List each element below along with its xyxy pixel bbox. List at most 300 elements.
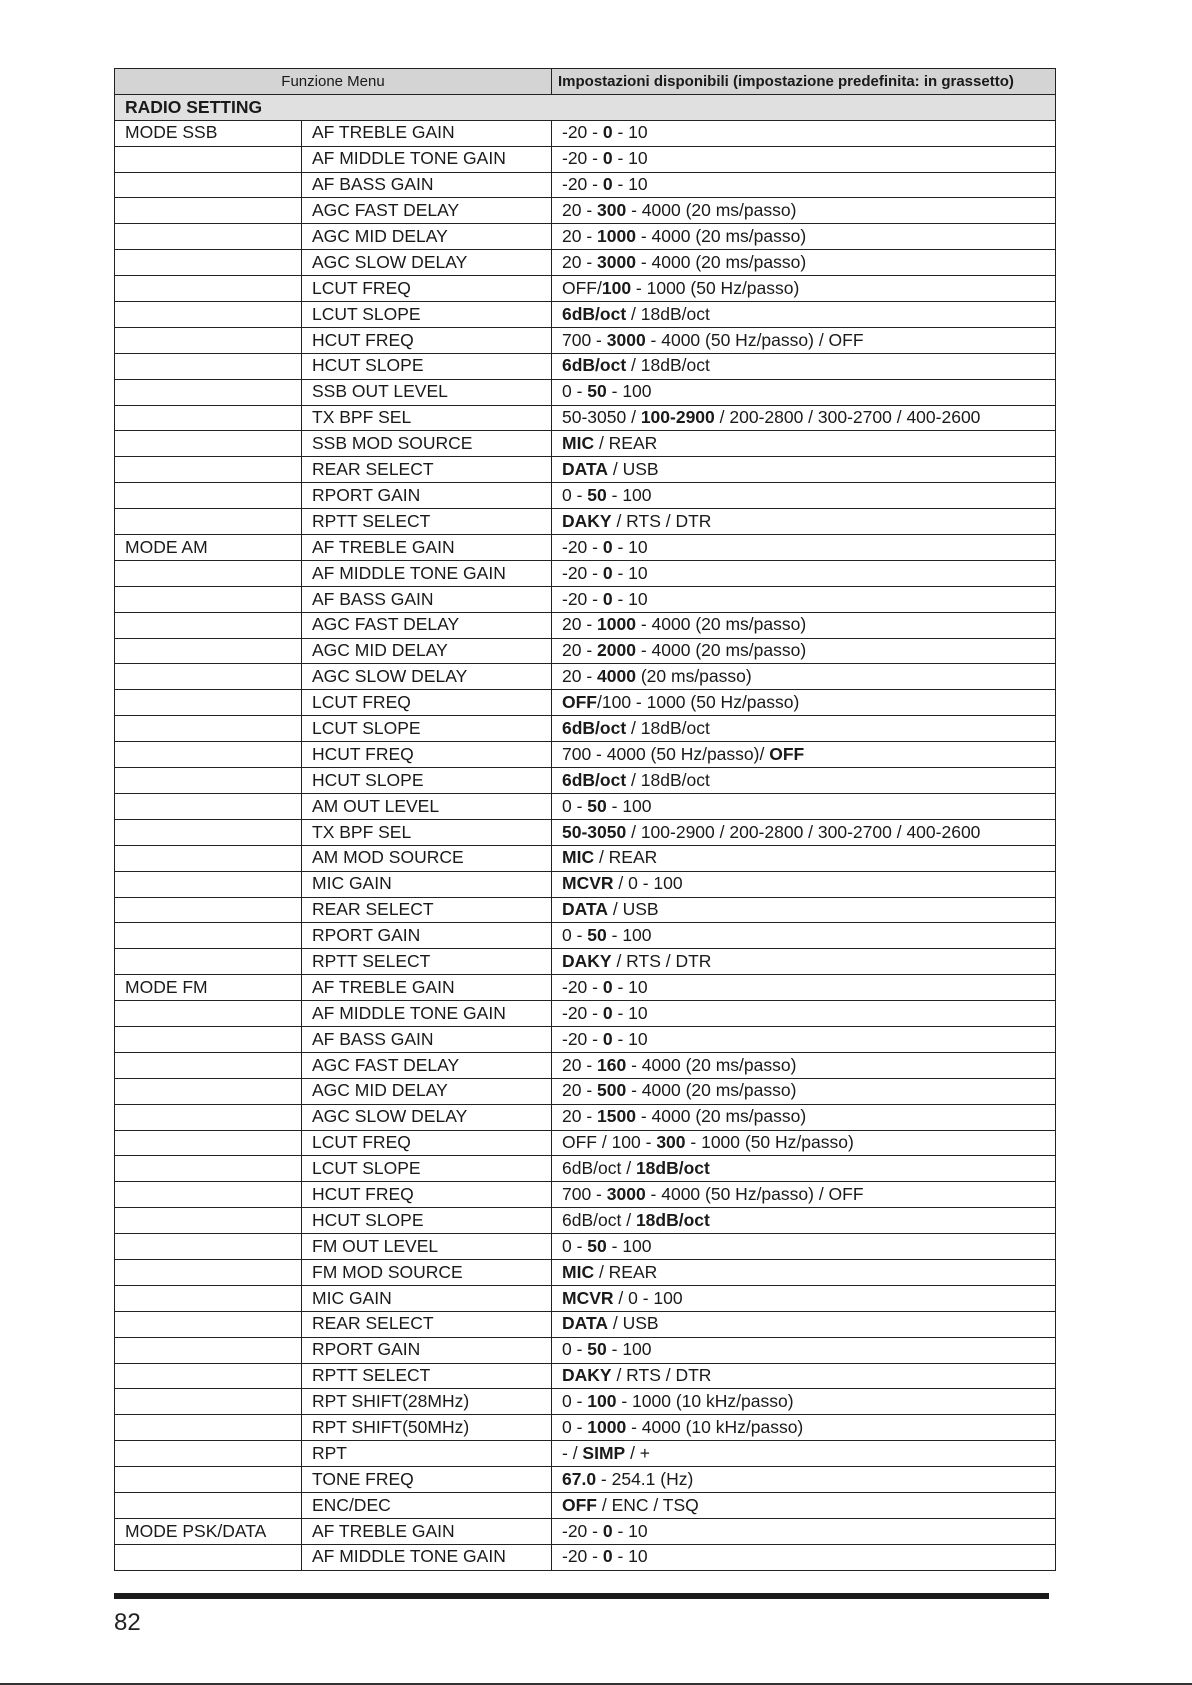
table-row	[115, 1285, 1056, 1311]
mode-cell	[115, 509, 302, 535]
table-row	[115, 1026, 1056, 1052]
default-value: 50	[587, 1235, 607, 1256]
table-row	[115, 1441, 1056, 1467]
mode-cell	[115, 1182, 302, 1208]
option-text: - 100	[606, 1339, 652, 1360]
table-row	[115, 664, 1056, 690]
default-value: 4000	[597, 666, 636, 687]
option-text: / RTS / DTR	[611, 1365, 712, 1386]
settings-cell	[552, 198, 1056, 224]
default-value: OFF	[562, 1494, 597, 1515]
mode-cell	[115, 638, 302, 664]
default-value: 50	[587, 381, 607, 402]
default-value: 160	[597, 1054, 627, 1075]
function-cell: TX BPF SEL	[302, 819, 552, 845]
table-row	[115, 690, 1056, 716]
mode-cell	[115, 1156, 302, 1182]
option-text: -20 -	[562, 1520, 603, 1541]
option-text: OFF/	[562, 277, 602, 298]
function-cell: RPTT SELECT	[302, 949, 552, 975]
option-text: /100 - 1000 (50 Hz/passo)	[597, 692, 800, 713]
settings-cell	[552, 1104, 1056, 1130]
mode-cell	[115, 198, 302, 224]
function-cell: AF BASS GAIN	[302, 586, 552, 612]
settings-cell	[552, 1467, 1056, 1493]
default-value: DAKY	[562, 1365, 612, 1386]
mode-cell	[115, 172, 302, 198]
default-value: 100-2900	[640, 407, 715, 428]
table-row	[115, 1337, 1056, 1363]
header-menu-function: Funzione Menu	[115, 69, 552, 95]
option-text: 20 -	[562, 200, 598, 221]
option-text: / REAR	[594, 433, 658, 454]
function-cell: AF TREBLE GAIN	[302, 1518, 552, 1544]
function-cell: AM MOD SOURCE	[302, 845, 552, 871]
mode-cell: MODE AM	[115, 535, 302, 561]
settings-cell	[552, 975, 1056, 1001]
function-cell: LCUT SLOPE	[302, 716, 552, 742]
default-value: 6dB/oct	[562, 355, 627, 376]
mode-cell	[115, 897, 302, 923]
table-row	[115, 1389, 1056, 1415]
option-text: -20 -	[562, 148, 603, 169]
option-text: 0 -	[562, 381, 588, 402]
mode-cell	[115, 250, 302, 276]
table-row	[115, 1363, 1056, 1389]
option-text: 20 -	[562, 666, 598, 687]
settings-cell	[552, 690, 1056, 716]
function-cell: HCUT SLOPE	[302, 768, 552, 794]
function-cell: RPTT SELECT	[302, 1363, 552, 1389]
mode-cell	[115, 302, 302, 328]
function-cell: REAR SELECT	[302, 1311, 552, 1337]
table-row	[115, 146, 1056, 172]
option-text: -20 -	[562, 562, 603, 583]
function-cell: AF TREBLE GAIN	[302, 535, 552, 561]
settings-cell	[552, 224, 1056, 250]
table-row	[115, 198, 1056, 224]
settings-cell	[552, 535, 1056, 561]
mode-cell	[115, 353, 302, 379]
option-text: -20 -	[562, 1028, 603, 1049]
settings-cell	[552, 1130, 1056, 1156]
default-value: 0	[602, 536, 613, 557]
settings-cell	[552, 1544, 1056, 1570]
settings-cell	[552, 638, 1056, 664]
settings-cell	[552, 664, 1056, 690]
table-header-row	[115, 69, 1056, 95]
mode-cell	[115, 768, 302, 794]
function-cell: RPORT GAIN	[302, 923, 552, 949]
settings-cell	[552, 793, 1056, 819]
option-text: - 100	[606, 484, 652, 505]
option-text: / USB	[608, 899, 659, 920]
settings-cell	[552, 379, 1056, 405]
function-cell: REAR SELECT	[302, 897, 552, 923]
mode-cell	[115, 1234, 302, 1260]
function-cell: AGC FAST DELAY	[302, 198, 552, 224]
default-value: 1500	[597, 1106, 636, 1127]
function-cell: AGC MID DELAY	[302, 638, 552, 664]
table-row	[115, 535, 1056, 561]
mode-cell	[115, 405, 302, 431]
settings-cell	[552, 1234, 1056, 1260]
option-text: 0 -	[562, 1339, 588, 1360]
mode-cell	[115, 146, 302, 172]
default-value: 50	[587, 1339, 607, 1360]
option-text: - 4000 (20 ms/passo)	[635, 1106, 807, 1127]
table-row	[115, 768, 1056, 794]
option-text: 20 -	[562, 251, 598, 272]
function-cell: AF BASS GAIN	[302, 1026, 552, 1052]
option-text: - 10	[612, 148, 648, 169]
mode-cell	[115, 612, 302, 638]
option-text: 700 -	[562, 329, 607, 350]
settings-cell	[552, 1363, 1056, 1389]
default-value: 6dB/oct	[562, 769, 627, 790]
option-text: - 4000 (20 ms/passo)	[635, 614, 807, 635]
settings-cell	[552, 1337, 1056, 1363]
table-row	[115, 923, 1056, 949]
function-cell: AF TREBLE GAIN	[302, 975, 552, 1001]
default-value: OFF	[562, 692, 597, 713]
settings-cell	[552, 457, 1056, 483]
option-text: / 18dB/oct	[626, 303, 710, 324]
option-text: - 4000 (20 ms/passo)	[626, 1054, 797, 1075]
section-title: RADIO SETTING	[115, 94, 1056, 120]
section-row	[115, 94, 1056, 120]
option-text: / 18dB/oct	[626, 355, 710, 376]
option-text: -20 -	[562, 536, 603, 557]
table-row	[115, 560, 1056, 586]
mode-cell	[115, 560, 302, 586]
option-text: / REAR	[594, 1261, 658, 1282]
option-text: 0 -	[562, 925, 588, 946]
function-cell: LCUT SLOPE	[302, 302, 552, 328]
mode-cell	[115, 845, 302, 871]
settings-cell	[552, 1518, 1056, 1544]
settings-cell	[552, 871, 1056, 897]
option-text: 0 -	[562, 1391, 588, 1412]
option-text: - 4000 (20 ms/passo)	[635, 251, 807, 272]
option-text: / +	[625, 1442, 651, 1463]
table-row	[115, 871, 1056, 897]
function-cell: SSB MOD SOURCE	[302, 431, 552, 457]
table-row	[115, 224, 1056, 250]
default-value: 18dB/oct	[635, 1209, 710, 1230]
option-text: - 100	[606, 381, 652, 402]
option-text: - /	[562, 1442, 583, 1463]
default-value: 0	[602, 1520, 613, 1541]
option-text: / REAR	[594, 847, 658, 868]
settings-cell	[552, 120, 1056, 146]
mode-cell	[115, 690, 302, 716]
table-row	[115, 1104, 1056, 1130]
default-value: MIC	[562, 847, 595, 868]
settings-cell	[552, 897, 1056, 923]
default-value: 0	[602, 562, 613, 583]
option-text: 50-3050 /	[562, 407, 641, 428]
settings-cell	[552, 1285, 1056, 1311]
table-row	[115, 716, 1056, 742]
default-value: OFF	[769, 743, 805, 764]
table-row	[115, 1156, 1056, 1182]
function-cell: HCUT FREQ	[302, 327, 552, 353]
function-cell: ENC/DEC	[302, 1492, 552, 1518]
option-text: 20 -	[562, 1080, 598, 1101]
option-text: 0 -	[562, 795, 588, 816]
option-text: - 254.1 (Hz)	[596, 1468, 694, 1489]
option-text: -20 -	[562, 122, 603, 143]
default-value: 3000	[606, 1183, 646, 1204]
mode-cell	[115, 431, 302, 457]
settings-cell	[552, 1389, 1056, 1415]
option-text: 6dB/oct /	[562, 1209, 636, 1230]
default-value: 18dB/oct	[635, 1158, 710, 1179]
option-text: -20 -	[562, 174, 603, 195]
default-value: 0	[602, 174, 613, 195]
default-value: 67.0	[562, 1468, 597, 1489]
function-cell: AF MIDDLE TONE GAIN	[302, 1001, 552, 1027]
option-text: - 100	[606, 925, 652, 946]
settings-cell	[552, 172, 1056, 198]
default-value: 50	[587, 925, 607, 946]
default-value: 100	[587, 1391, 617, 1412]
option-text: 20 -	[562, 1054, 598, 1075]
mode-cell	[115, 1337, 302, 1363]
table-row	[115, 1415, 1056, 1441]
mode-cell	[115, 1492, 302, 1518]
settings-cell	[552, 1208, 1056, 1234]
option-text: - 1000 (50 Hz/passo)	[631, 277, 800, 298]
function-cell: TONE FREQ	[302, 1467, 552, 1493]
page-number: 82	[114, 1609, 141, 1636]
default-value: 50	[587, 484, 607, 505]
default-value: SIMP	[582, 1442, 626, 1463]
table-row	[115, 379, 1056, 405]
default-value: 0	[602, 1546, 613, 1567]
table-row	[115, 793, 1056, 819]
default-value: 500	[597, 1080, 627, 1101]
settings-cell	[552, 1052, 1056, 1078]
mode-cell	[115, 949, 302, 975]
mode-cell	[115, 742, 302, 768]
table-row	[115, 975, 1056, 1001]
table-row	[115, 327, 1056, 353]
mode-cell	[115, 923, 302, 949]
function-cell: LCUT FREQ	[302, 276, 552, 302]
mode-cell	[115, 1415, 302, 1441]
settings-cell	[552, 1078, 1056, 1104]
default-value: 0	[602, 1028, 613, 1049]
mode-cell	[115, 1389, 302, 1415]
default-value: 0	[602, 148, 613, 169]
default-value: DATA	[562, 1313, 609, 1334]
function-cell: AGC FAST DELAY	[302, 1052, 552, 1078]
table-row	[115, 353, 1056, 379]
option-text: 6dB/oct /	[562, 1158, 636, 1179]
function-cell: RPORT GAIN	[302, 483, 552, 509]
table-row	[115, 819, 1056, 845]
option-text: - 10	[612, 588, 648, 609]
default-value: MIC	[562, 1261, 595, 1282]
settings-cell	[552, 250, 1056, 276]
table-row	[115, 897, 1056, 923]
mode-cell	[115, 871, 302, 897]
header-available-settings: Impostazioni disponibili (impostazione predefinita: in grassetto)	[552, 69, 1056, 95]
option-text: 0 -	[562, 1417, 588, 1437]
function-cell: LCUT FREQ	[302, 690, 552, 716]
mode-cell: MODE FM	[115, 975, 302, 1001]
table-row	[115, 845, 1056, 871]
default-value: 3000	[606, 329, 646, 350]
default-value: 50	[587, 795, 607, 816]
option-text: / RTS / DTR	[611, 510, 712, 531]
settings-cell	[552, 302, 1056, 328]
settings-cell	[552, 819, 1056, 845]
table-row	[115, 612, 1056, 638]
table-row	[115, 586, 1056, 612]
function-cell: AGC MID DELAY	[302, 1078, 552, 1104]
default-value: DAKY	[562, 950, 612, 971]
default-value: MIC	[562, 433, 595, 454]
option-text: / USB	[608, 1313, 659, 1334]
settings-cell	[552, 431, 1056, 457]
option-text: -20 -	[562, 1002, 603, 1023]
settings-cell	[552, 1311, 1056, 1337]
option-text: / 0 - 100	[613, 1287, 683, 1308]
settings-cell	[552, 1156, 1056, 1182]
function-cell: RPT SHIFT(28MHz)	[302, 1389, 552, 1415]
option-text: - 10	[612, 174, 648, 195]
footer-rule	[114, 1593, 1049, 1599]
function-cell: SSB OUT LEVEL	[302, 379, 552, 405]
option-text: / 100-2900 / 200-2800 / 300-2700 / 400-2600	[626, 821, 981, 842]
table-row	[115, 1001, 1056, 1027]
function-cell: HCUT FREQ	[302, 1182, 552, 1208]
option-text: 700 -	[562, 1183, 607, 1204]
mode-cell	[115, 819, 302, 845]
mode-cell	[115, 1104, 302, 1130]
option-text: 0 -	[562, 484, 588, 505]
table-row	[115, 509, 1056, 535]
option-text: -20 -	[562, 588, 603, 609]
mode-cell	[115, 457, 302, 483]
settings-cell	[552, 146, 1056, 172]
option-text: / 18dB/oct	[626, 769, 710, 790]
settings-cell	[552, 1001, 1056, 1027]
mode-cell	[115, 1363, 302, 1389]
menu-settings-table	[114, 68, 1056, 1571]
default-value: 6dB/oct	[562, 717, 627, 738]
function-cell: AF BASS GAIN	[302, 172, 552, 198]
function-cell: RPORT GAIN	[302, 1337, 552, 1363]
option-text: - 4000 (50 Hz/passo) / OFF	[645, 1183, 864, 1204]
default-value: 0	[602, 1002, 613, 1023]
function-cell: AF MIDDLE TONE GAIN	[302, 560, 552, 586]
table-row	[115, 1234, 1056, 1260]
table-row	[115, 742, 1056, 768]
option-text: - 4000 (20 ms/passo)	[626, 200, 797, 221]
function-cell: AGC FAST DELAY	[302, 612, 552, 638]
option-text: - 4000 (20 ms/passo)	[635, 226, 807, 247]
settings-cell	[552, 276, 1056, 302]
function-cell: AM OUT LEVEL	[302, 793, 552, 819]
table-row	[115, 1078, 1056, 1104]
table-row	[115, 638, 1056, 664]
default-value: 6dB/oct	[562, 303, 627, 324]
default-value: DATA	[562, 459, 609, 480]
settings-cell	[552, 845, 1056, 871]
option-text: / 200-2800 / 300-2700 / 400-2600	[714, 407, 981, 428]
option-text: / 18dB/oct	[626, 717, 710, 738]
function-cell: LCUT FREQ	[302, 1130, 552, 1156]
option-text: 20 -	[562, 614, 598, 635]
option-text: - 4000 (20 ms/passo)	[635, 640, 807, 661]
option-text: (20 ms/passo)	[635, 666, 752, 687]
default-value: 100	[601, 277, 632, 298]
option-text: / RTS / DTR	[611, 950, 712, 971]
settings-cell	[552, 560, 1056, 586]
option-text: - 100	[606, 795, 652, 816]
settings-cell	[552, 1492, 1056, 1518]
table-row	[115, 1130, 1056, 1156]
table-row	[115, 1311, 1056, 1337]
function-cell: TX BPF SEL	[302, 405, 552, 431]
settings-cell	[552, 742, 1056, 768]
settings-cell	[552, 949, 1056, 975]
table-row	[115, 1259, 1056, 1285]
mode-cell	[115, 1052, 302, 1078]
settings-cell	[552, 1182, 1056, 1208]
default-value: 1000	[587, 1417, 627, 1437]
mode-cell	[115, 1311, 302, 1337]
table-row	[115, 120, 1056, 146]
mode-cell: MODE PSK/DATA	[115, 1518, 302, 1544]
mode-cell	[115, 379, 302, 405]
option-text: / 0 - 100	[613, 873, 683, 894]
function-cell: RPT	[302, 1441, 552, 1467]
option-text: - 10	[612, 122, 648, 143]
default-value: 2000	[597, 640, 636, 661]
mode-cell	[115, 793, 302, 819]
settings-cell	[552, 1415, 1056, 1441]
mode-cell	[115, 664, 302, 690]
function-cell: MIC GAIN	[302, 1285, 552, 1311]
function-cell: MIC GAIN	[302, 871, 552, 897]
mode-cell	[115, 1441, 302, 1467]
mode-cell	[115, 1285, 302, 1311]
default-value: 0	[602, 122, 613, 143]
settings-cell	[552, 768, 1056, 794]
option-text: 0 -	[562, 1235, 588, 1256]
function-cell: FM OUT LEVEL	[302, 1234, 552, 1260]
function-cell: AF MIDDLE TONE GAIN	[302, 146, 552, 172]
table-row	[115, 457, 1056, 483]
default-value: DAKY	[562, 510, 612, 531]
mode-cell: MODE SSB	[115, 120, 302, 146]
default-value: 50-3050	[562, 821, 627, 842]
function-cell: FM MOD SOURCE	[302, 1259, 552, 1285]
settings-cell	[552, 1259, 1056, 1285]
function-cell: HCUT SLOPE	[302, 1208, 552, 1234]
settings-cell	[552, 405, 1056, 431]
option-text: 20 -	[562, 1106, 598, 1127]
default-value: 300	[597, 200, 627, 221]
function-cell: HCUT FREQ	[302, 742, 552, 768]
table-row	[115, 250, 1056, 276]
default-value: DATA	[562, 899, 609, 920]
